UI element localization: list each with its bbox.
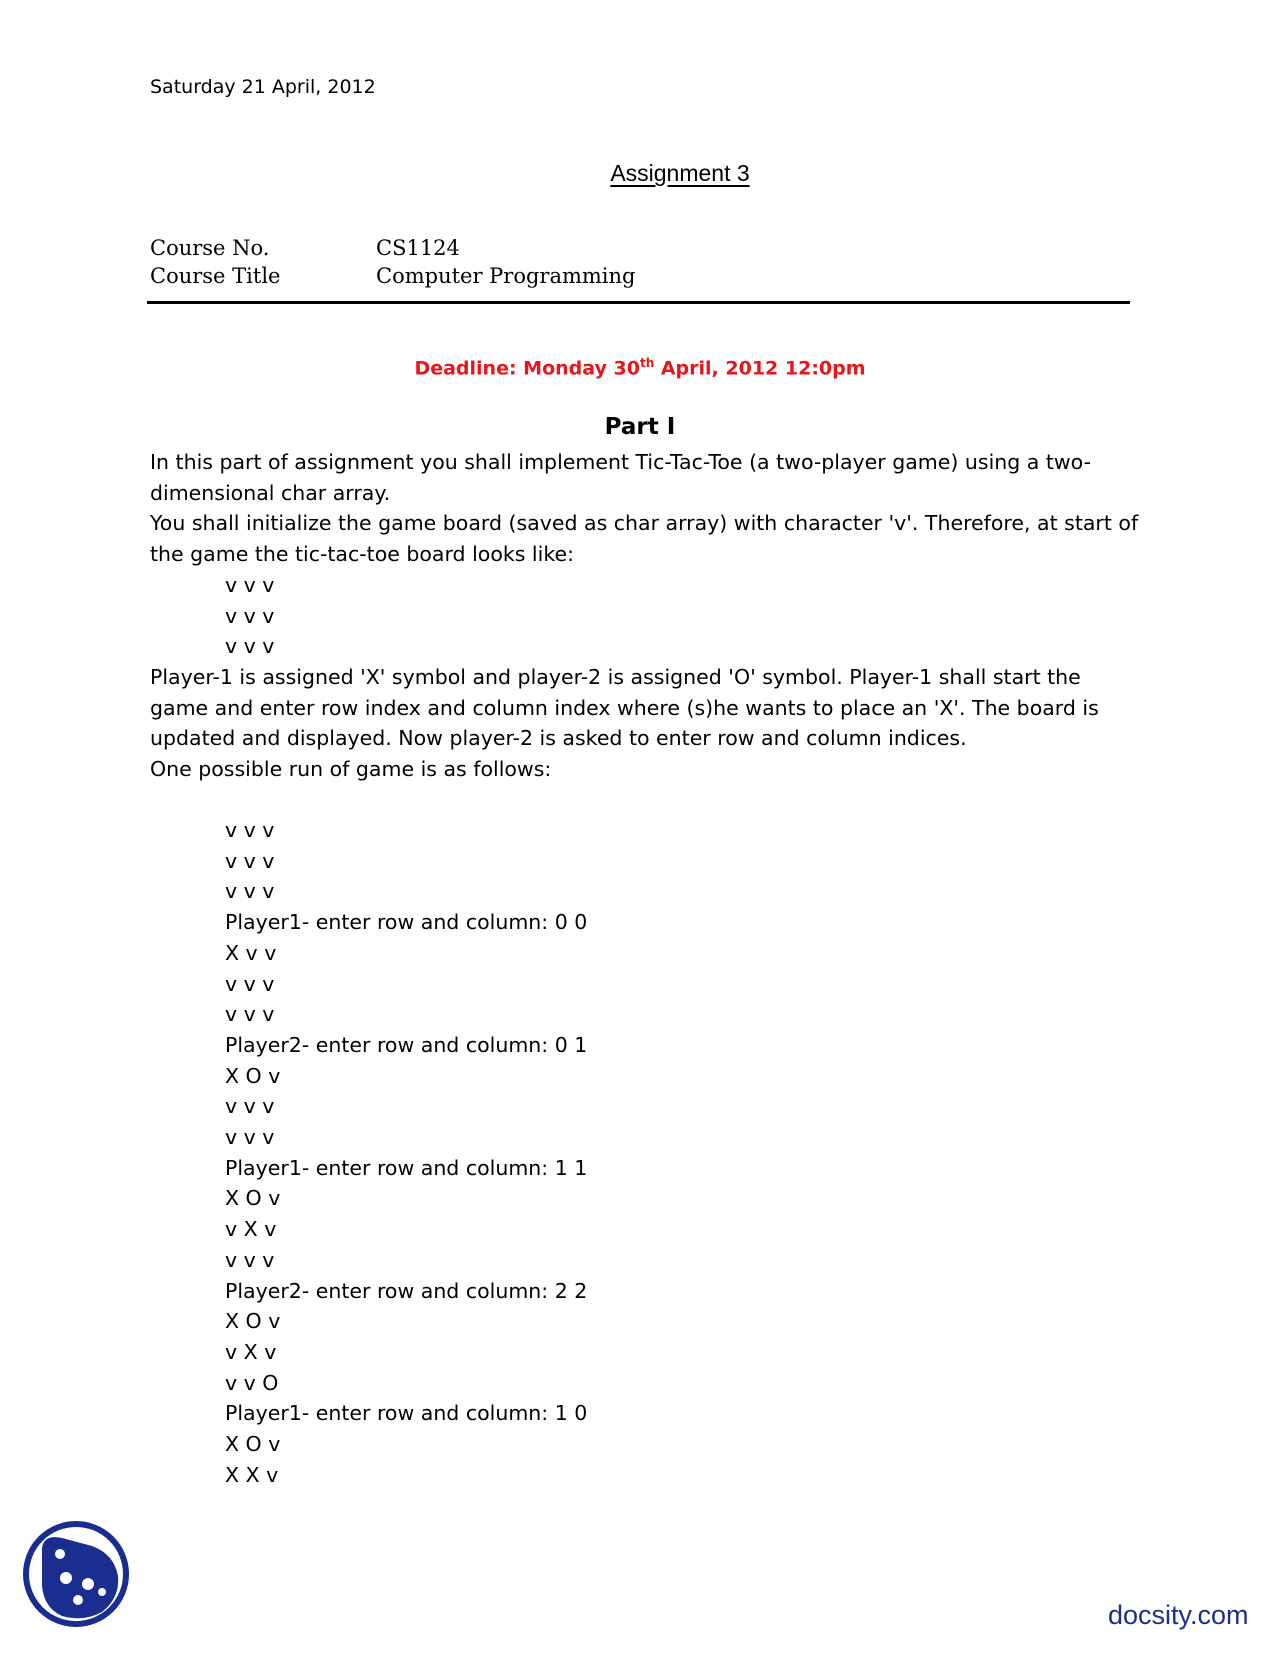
run-line: Player2- enter row and column: 2 2 [225,1278,588,1303]
course-no-row [150,234,636,262]
run-line: X O v [225,1186,281,1211]
run-line: Player2- enter row and column: 0 1 [225,1032,588,1057]
run-line: Player1- enter row and column: 0 0 [225,910,588,935]
course-title-value: Computer Programming [376,264,636,288]
docsity-brand-link[interactable]: docsity.com [1108,1600,1249,1630]
run-line: v X v [225,1339,277,1364]
run-line: v v v [225,971,275,996]
assignment-title: Assignment 3 [610,160,750,186]
deadline [0,356,1280,379]
paragraph: Player-1 is assigned 'X' symbol and player-2 is assigned 'O' symbol. Player-1 shall start the game and enter row index and column index where (s)he wants to place an 'X'. The board is updated and displayed. Now player-2 is asked to enter row and column indices. [150,665,1099,751]
initial-board [225,570,274,662]
intro-text [150,447,1140,570]
board-line: v v v [225,573,275,597]
paragraph: One possible run of game is as follows: [150,757,552,782]
run-line: X O v [225,1309,281,1334]
run-line: v v O [225,1370,279,1395]
course-no-value: CS1124 [376,236,460,260]
run-line: X O v [225,1063,281,1088]
run-line: v v v [225,848,275,873]
deadline-suffix: April, 2012 12:0pm [654,357,866,380]
run-line: X v v [225,940,277,965]
run-line: v v v [225,1094,275,1119]
course-title-row [150,262,636,290]
run-line: v v v [225,818,275,842]
part-heading: Part I [604,414,676,440]
run-line: v X v [225,1217,277,1242]
run-line: Player1- enter row and column: 1 0 [225,1401,588,1426]
docsity-logo-icon[interactable] [22,1520,130,1628]
rules-text [150,662,1140,785]
board-line: v v v [225,634,275,659]
run-line: v v v [225,1247,275,1272]
course-no-label: Course No. [150,236,270,260]
run-line: v v v [225,1125,275,1150]
paragraph: You shall initialize the game board (saved as char array) with character 'v'. Therefore, at start of the game the tic-tac-toe board looks like: [150,511,1139,567]
course-title-label: Course Title [150,264,281,288]
document-date: Saturday 21 April, 2012 [150,76,376,98]
run-line: v v v [225,879,275,904]
deadline-prefix: Deadline: Monday 30 [414,357,640,380]
run-line: v v v [225,1002,275,1027]
header-divider [147,301,1130,304]
board-line: v v v [225,603,275,628]
run-line: X X v [225,1462,279,1487]
game-run-example [225,815,587,1490]
deadline-superscript: th [639,356,655,370]
paragraph: In this part of assignment you shall implement Tic-Tac-Toe (a two-player game) using a two-dimensional char array. [150,450,1091,505]
run-line: Player1- enter row and column: 1 1 [225,1155,588,1180]
course-info [150,234,636,290]
run-line: X O v [225,1432,281,1457]
